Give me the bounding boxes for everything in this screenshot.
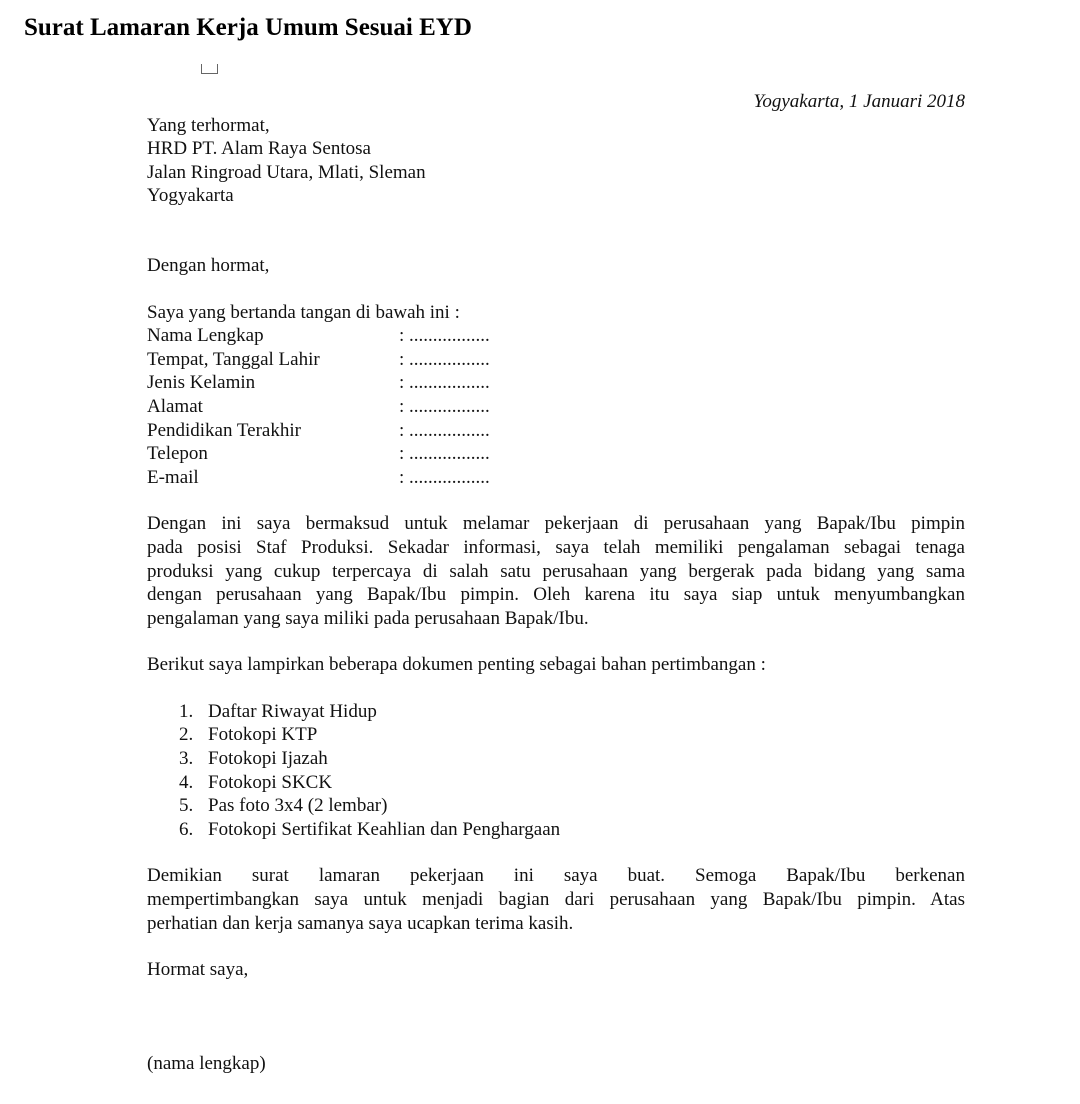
recipient-block — [147, 114, 965, 208]
closing-paragraph — [147, 864, 965, 935]
recipient-line: Yogyakarta — [147, 185, 234, 207]
attachments-intro: Berikut saya lampirkan beberapa dokumen penting sebagai bahan pertimbangan : — [147, 654, 766, 676]
letter-date: Yogyakarta, 1 Januari 2018 — [753, 91, 965, 112]
recipient-line: Jalan Ringroad Utara, Mlati, Sleman — [147, 161, 426, 183]
intro-line: Saya yang bertanda tangan di bawah ini : — [147, 301, 460, 323]
body-line: dengan perusahaan yang Bapak/Ibu pimpin. Oleh karena itu saya siap untuk menyumbangkan — [147, 584, 965, 606]
list-number: 3. — [179, 748, 194, 770]
list-text: Fotokopi SKCK — [208, 771, 333, 793]
field-row — [147, 419, 965, 443]
field-row — [147, 466, 965, 490]
field-value: : ................. — [399, 419, 490, 441]
field-label: E-mail — [147, 466, 199, 488]
list-text: Fotokopi Ijazah — [208, 748, 328, 770]
body-line: Dengan ini saya bermaksud untuk melamar pekerjaan di perusahaan yang Bapak/Ibu pimpin — [147, 513, 965, 535]
field-label: Alamat — [147, 395, 203, 417]
list-item — [147, 723, 965, 747]
closing-line: mempertimbangkan saya untuk menjadi bagian dari perusahaan yang Bapak/Ibu pimpin. Atas — [147, 889, 965, 911]
sign-off: Hormat saya, — [147, 959, 249, 981]
salutation: Dengan hormat, — [147, 254, 270, 276]
field-value: : ................. — [399, 466, 490, 488]
field-value: : ................. — [399, 395, 490, 417]
list-text: Fotokopi KTP — [208, 724, 318, 746]
field-label: Telepon — [147, 443, 208, 465]
list-number: 2. — [179, 724, 194, 746]
list-number: 6. — [179, 818, 194, 840]
list-number: 1. — [179, 700, 194, 722]
field-label: Jenis Kelamin — [147, 372, 256, 394]
closing-line: Demikian surat lamaran pekerjaan ini saya buat. Semoga Bapak/Ibu berkenan — [147, 865, 965, 887]
list-item — [147, 700, 965, 724]
list-text: Fotokopi Sertifikat Keahlian dan Penghargaan — [208, 818, 561, 840]
body-line: produksi yang cukup terpercaya di salah satu perusahaan yang bergerak pada bidang yang sama — [147, 560, 965, 582]
list-item — [147, 794, 965, 818]
page-title: Surat Lamaran Kerja Umum Sesuai EYD — [24, 14, 472, 41]
field-row — [147, 371, 965, 395]
field-value: : ................. — [399, 348, 490, 370]
attachments-list — [147, 700, 965, 842]
list-text: Daftar Riwayat Hidup — [208, 700, 377, 722]
field-row — [147, 348, 965, 372]
body-line: pengalaman yang saya miliki pada perusahaan Bapak/Ibu. — [147, 607, 589, 629]
bracket-mark — [201, 64, 218, 74]
list-item — [147, 818, 965, 842]
field-label: Nama Lengkap — [147, 325, 264, 347]
field-value: : ................. — [399, 372, 490, 394]
list-number: 4. — [179, 771, 194, 793]
closing-line: perhatian dan kerja samanya saya ucapkan terima kasih. — [147, 912, 574, 934]
signature-name: (nama lengkap) — [147, 1052, 266, 1074]
list-number: 5. — [179, 795, 194, 817]
recipient-line: HRD PT. Alam Raya Sentosa — [147, 138, 371, 160]
letter-body — [147, 90, 965, 1075]
recipient-line: Yang terhormat, — [147, 114, 270, 136]
list-item — [147, 747, 965, 771]
field-label: Pendidikan Terakhir — [147, 419, 301, 441]
field-value: : ................. — [399, 325, 490, 347]
identity-fields — [147, 324, 965, 489]
body-paragraph — [147, 512, 965, 630]
field-value: : ................. — [399, 443, 490, 465]
field-row — [147, 324, 965, 348]
body-line: pada posisi Staf Produksi. Sekadar informasi, saya telah memiliki pengalaman sebagai tenaga — [147, 536, 965, 558]
field-row — [147, 395, 965, 419]
list-item — [147, 771, 965, 795]
list-text: Pas foto 3x4 (2 lembar) — [208, 795, 388, 817]
field-row — [147, 442, 965, 466]
field-label: Tempat, Tanggal Lahir — [147, 348, 320, 370]
